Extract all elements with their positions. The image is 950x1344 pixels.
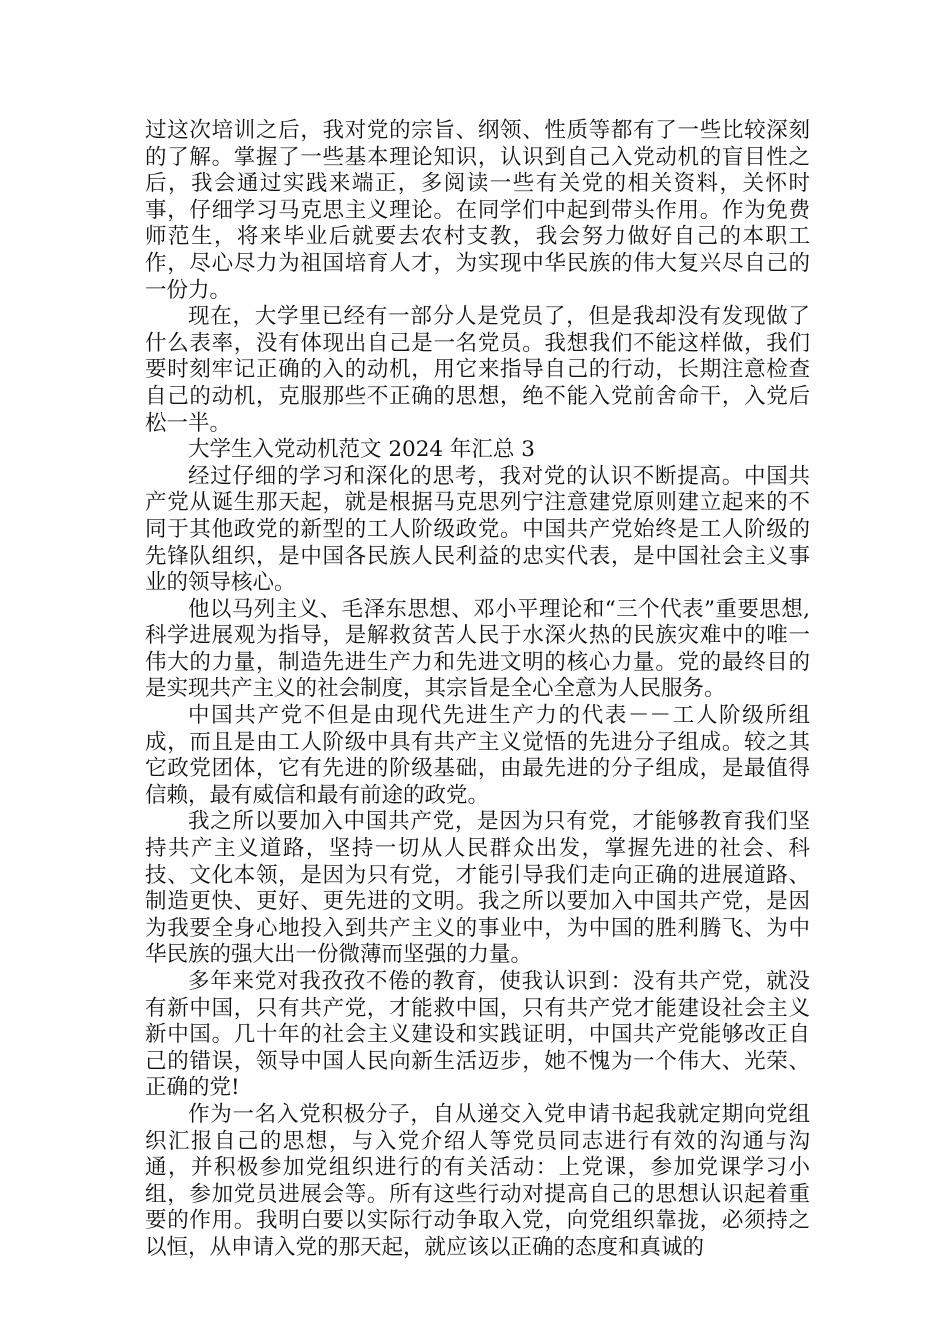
- paragraph: 中国共产党不但是由现代先进生产力的代表－－工人阶级所组成，而且是由工人阶级中具有共产主义觉悟的先进分子组成。较之其它政党团体，它有先进的阶级基础，由最先进的分子组成，是最值得信赖，最有威信和最有前途的政党。: [145, 703, 810, 808]
- paragraph: 现在，大学里已经有一部分人是党员了，但是我却没有发现做了什么表率，没有体现出自己是一名党员。我想我们不能这样做，我们要时刻牢记正确的入的动机，用它来指导自己的行动，长期注意检查自己的动机，克服那些不正确的思想，绝不能入党前舍命干，入党后松一半。: [145, 304, 810, 436]
- document-page: [145, 118, 810, 1262]
- paragraph: 过这次培训之后，我对党的宗旨、纲领、性质等都有了一些比较深刻的了解。掌握了一些基本理论知识，认识到自己入党动机的盲目性之后，我会通过实践来端正，多阅读一些有关党的相关资料，关怀时事，仔细学习马克思主义理论。在同学们中起到带头作用。作为免费师范生，将来毕业后就要去农村支教，我会努力做好自己的本职工作，尽心尽力为祖国培育人才，为实现中华民族的伟大复兴尽自己的一份力。: [145, 118, 810, 303]
- paragraph: 多年来党对我孜孜不倦的教育，使我认识到：没有共产党，就没有新中国，只有共产党，才能救中国，只有共产党才能建设社会主义新中国。几十年的社会主义建设和实践证明，中国共产党能够改正自己的错误，领导中国人民向新生活迈步，她不愧为一个伟大、光荣、正确的党!: [145, 969, 810, 1101]
- paragraph: 经过仔细的学习和深化的思考，我对党的认识不断提高。中国共产党从诞生那天起，就是根据马克思列宁注意建党原则建立起来的不同于其他政党的新型的工人阶级政党。中国共产党始终是工人阶级的先锋队组织，是中国各民族人民利益的忠实代表，是中国社会主义事业的领导核心。: [145, 463, 810, 596]
- paragraph: 我之所以要加入中国共产党，是因为只有党，才能够教育我们坚持共产主义道路，坚持一切从人民群众出发，掌握先进的社会、科技、文化本领，是因为只有党，才能引导我们走向正确的进展道路、制造更快、更好、更先进的文明。我之所以要加入中国共产党，是因为我要全身心地投入到共产主义的事业中，为中国的胜利腾飞、为中华民族的强大出一份微薄而坚强的力量。: [145, 809, 810, 968]
- paragraph: 他以马列主义、毛泽东思想、邓小平理论和“三个代表”重要思想,科学进展观为指导，是解救贫苦人民于水深火热的民族灾难中的唯一伟大的力量，制造先进生产力和先进文明的核心力量。党的最终目的是实现共产主义的社会制度，其宗旨是全心全意为人民服务。: [145, 596, 810, 702]
- section-heading: 大学生入党动机范文 2024 年汇总 3: [188, 437, 535, 463]
- paragraph: 作为一名入党积极分子，自从递交入党申请书起我就定期向党组织汇报自己的思想，与入党介绍人等党员同志进行有效的沟通与沟通，并积极参加党组织进行的有关活动：上党课，参加党课学习小组，参加党员进展会等。所有这些行动对提高自己的思想认识起着重要的作用。我明白要以实际行动争取入党，向党组织靠拢，必须持之以恒，从申请入党的那天起，就应该以正确的态度和真诚的: [145, 1101, 810, 1260]
